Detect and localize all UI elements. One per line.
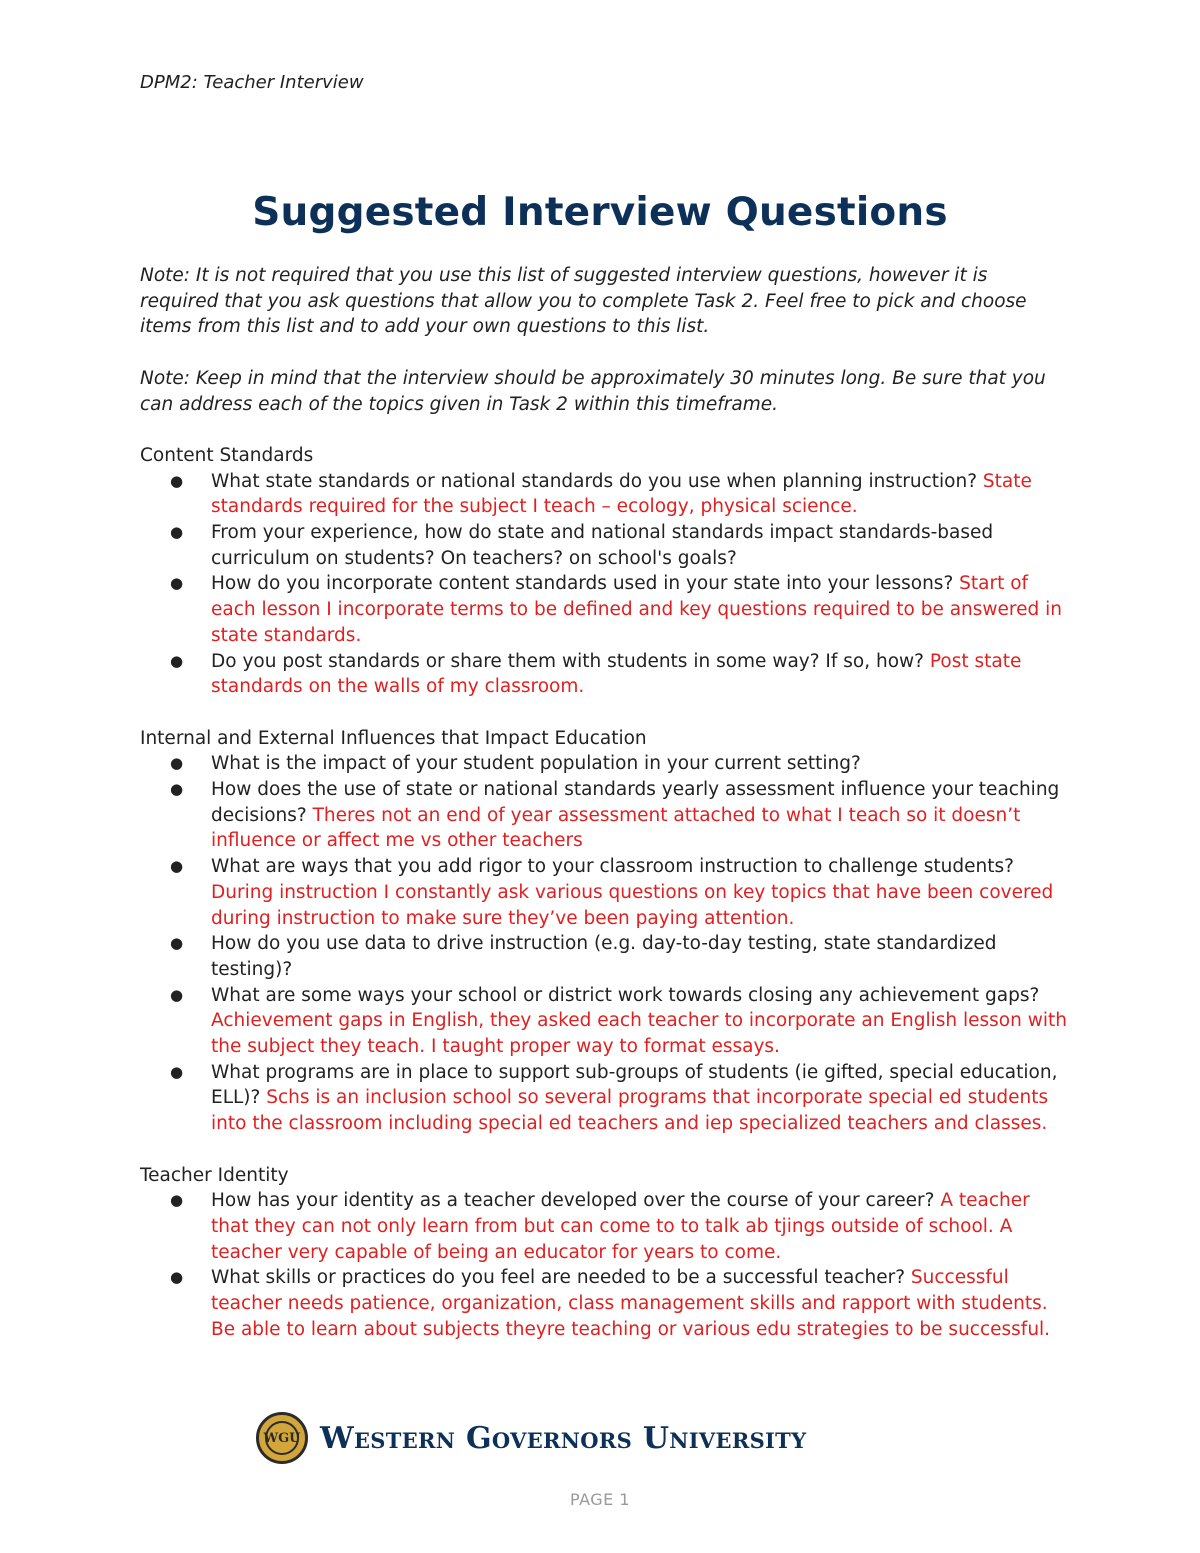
answer-text: Start of each lesson I incorporate terms to be defined and key questions required to be answered in state standards. — [211, 573, 1062, 646]
bullet-icon: ● — [170, 1062, 184, 1081]
question-list — [140, 1188, 1070, 1342]
list-item — [140, 469, 1070, 520]
bullet-icon: ● — [170, 651, 184, 670]
page-title: Suggested Interview Questions — [252, 190, 948, 235]
question-text: What is the impact of your student population in your current setting? — [211, 753, 861, 775]
list-item — [140, 571, 1070, 648]
note-paragraph: Note: Keep in mind that the interview should be approximately 30 minutes long. Be sure that you can address each of the topics given in Task 2 within this timeframe. — [140, 367, 1046, 415]
bullet-icon: ● — [170, 857, 184, 876]
list-item — [140, 983, 1070, 1060]
list-item — [140, 854, 1070, 931]
list-item — [140, 1188, 1070, 1265]
bullet-icon: ● — [170, 754, 184, 773]
question-text: From your experience, how do state and national standards impact standards-based curriculum on students? On teachers? on school's goals? — [211, 522, 994, 569]
note-paragraph: Note: It is not required that you use this list of suggested interview questions, however it is required that you ask questions that allow you to complete Task 2. Feel free to pick and choose items from this list and to add your own questions to this list. — [140, 265, 1027, 338]
section-heading-influences: Internal and External Influences that Impact Education — [140, 727, 647, 749]
bullet-icon: ● — [170, 471, 184, 490]
bullet-icon: ● — [170, 780, 184, 799]
answer-text: Post state standards on the walls of my classroom. — [211, 650, 1022, 698]
document-body — [140, 263, 1070, 1368]
question-text: What programs are in place to support sub-groups of students (ie gifted, special education, ELL)? — [211, 1061, 1058, 1109]
answer-text: A teacher that they can not only learn from but can come to to talk ab tjings outside of school. A teacher very capable of being an educator for years to come. — [211, 1190, 1030, 1263]
list-item — [140, 649, 1070, 700]
answer-text: During instruction I constantly ask various questions on key topics that have been covered during instruction to make sure they’ve been paying attention. — [211, 881, 1054, 929]
list-item — [140, 777, 1070, 854]
question-text: What are ways that you add rigor to your classroom instruction to challenge students? — [211, 856, 1014, 878]
question-text: What state standards or national standards do you use when planning instruction? — [211, 470, 978, 492]
question-text: What are some ways your school or district work towards closing any achievement gaps? — [211, 984, 1040, 1006]
answer-text: Achievement gaps in English, they asked each teacher to incorporate an English lesson with the subject they teach. I taught proper way to format essays. — [211, 1010, 1067, 1058]
bullet-icon: ● — [170, 1268, 184, 1287]
question-text: What skills or practices do you feel are needed to be a successful teacher? — [211, 1267, 906, 1289]
answer-text: Theres not an end of year assessment attached to what I teach so it doesn’t influence or affect me vs other teachers — [211, 804, 1021, 852]
list-item — [140, 751, 1070, 777]
bullet-icon: ● — [170, 1191, 184, 1210]
bullet-icon: ● — [170, 985, 184, 1004]
question-text: Do you post standards or share them with students in some way? If so, how? — [211, 650, 924, 672]
question-text: How do you incorporate content standards used in your state into your lessons? — [211, 573, 954, 595]
bullet-icon: ● — [170, 574, 184, 593]
logo-wordmark: Western Governors University — [320, 1420, 807, 1456]
answer-text: Successful teacher needs patience, organization, class management skills and rapport with students. Be able to learn about subjects theyre teaching or various edu strategies to be successful. — [211, 1267, 1051, 1340]
question-text: How has your identity as a teacher developed over the course of your career? — [211, 1190, 935, 1212]
bullet-icon: ● — [170, 934, 184, 953]
list-item — [140, 1265, 1070, 1342]
running-header: DPM2: Teacher Interview — [140, 72, 364, 93]
question-text: How does the use of state or national standards yearly assessment influence your teaching decisions? — [211, 779, 1060, 826]
question-list — [140, 751, 1070, 1137]
university-logo — [256, 1412, 806, 1464]
answer-text: Schs is an inclusion school so several programs that incorporate special ed students into the classroom including special ed teachers and iep specialized teachers and classes. — [211, 1087, 1049, 1135]
list-item — [140, 520, 1070, 571]
list-item — [140, 931, 1070, 982]
seal-monogram: WGU — [265, 1421, 299, 1455]
question-list — [140, 469, 1070, 700]
section-heading-content-standards: Content Standards — [140, 444, 314, 466]
answer-text: State standards required for the subject I teach – ecology, physical science. — [211, 470, 1032, 518]
page-number: PAGE 1 — [569, 1490, 631, 1509]
section-heading-teacher-identity: Teacher Identity — [140, 1164, 289, 1186]
question-text: How do you use data to drive instruction (e.g. day-to-day testing, state standardized testing)? — [211, 933, 997, 980]
seal-icon — [256, 1412, 308, 1464]
list-item — [140, 1060, 1070, 1137]
bullet-icon: ● — [170, 523, 184, 541]
